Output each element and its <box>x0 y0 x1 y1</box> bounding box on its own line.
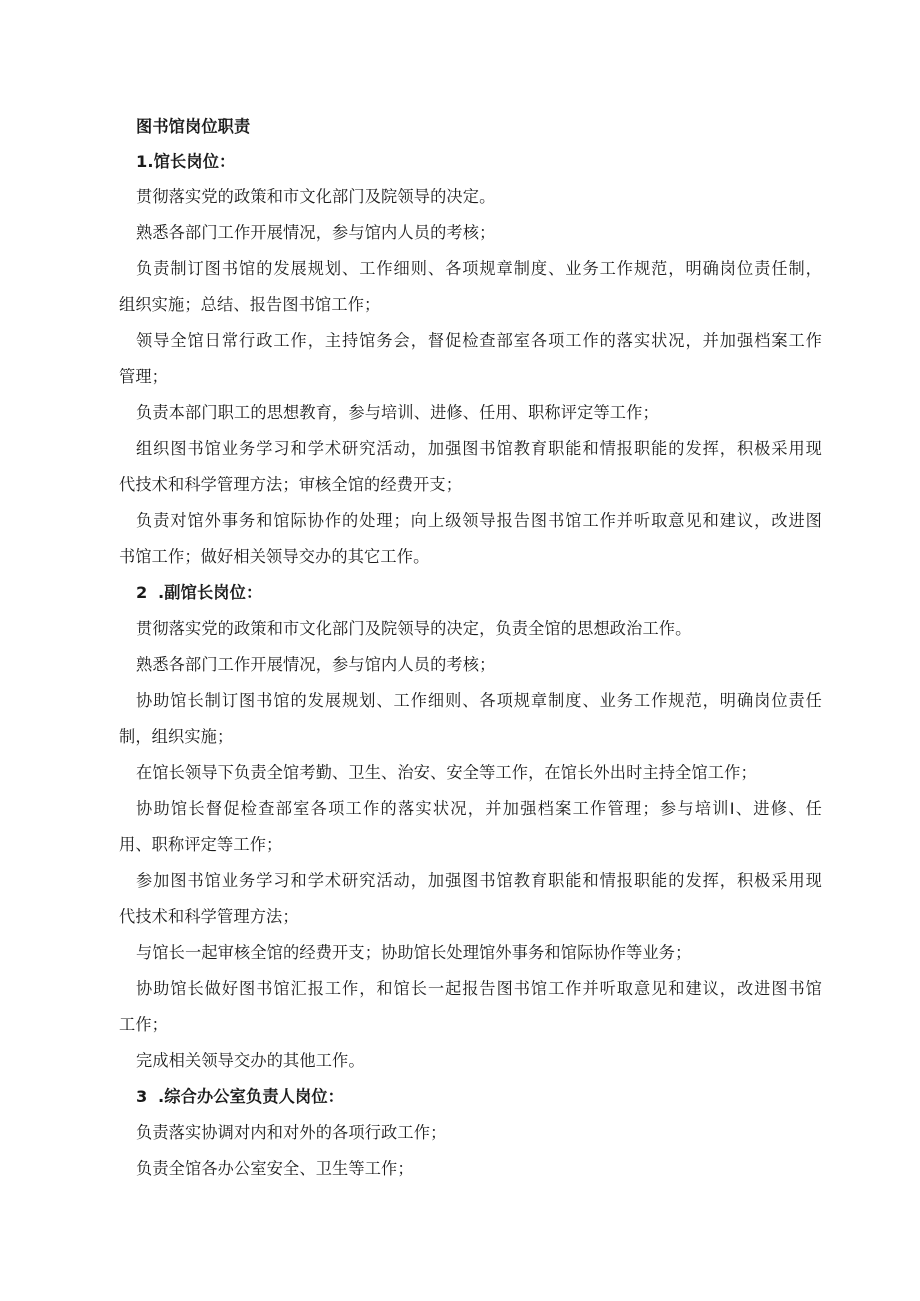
paragraph-line: 协助馆长制订图书馆的发展规划、工作细则、各项规章制度、业务工作规范，明确岗位责任 <box>136 691 822 710</box>
paragraph-line: 与馆长一起审核全馆的经费开支；协助馆长处理馆外事务和馆际协作等业务； <box>136 943 692 962</box>
paragraph-line: 领导全馆日常行政工作，主持馆务会，督促检查部室各项工作的落实状况，并加强档案工作 <box>136 331 822 350</box>
section-heading-text: .综合办公室负责人岗位： <box>158 1087 345 1106</box>
paragraph-line: 组织实施；总结、报告图书馆工作； <box>119 295 381 314</box>
section-heading-3 <box>136 1086 344 1108</box>
paragraph-line: 代技术和科学管理方法； <box>119 907 299 926</box>
section-heading-1: 1.馆长岗位： <box>136 152 236 171</box>
paragraph-line: 协助馆长督促检查部室各项工作的落实状况，并加强档案工作管理；参与培训Ⅰ、进修、任 <box>136 799 822 818</box>
paragraph-line: 完成相关领导交办的其他工作。 <box>136 1051 365 1070</box>
paragraph-line: 组织图书馆业务学习和学术研究活动，加强图书馆教育职能和情报职能的发挥，积极采用现 <box>136 439 822 458</box>
paragraph-line: 代技术和科学管理方法；审核全馆的经费开支； <box>119 475 463 494</box>
paragraph-line: 书馆工作；做好相关领导交办的其它工作。 <box>119 547 430 566</box>
paragraph-line: 熟悉各部门工作开展情况，参与馆内人员的考核； <box>136 655 496 674</box>
paragraph-line: 协助馆长做好图书馆汇报工作，和馆长一起报告图书馆工作并听取意见和建议，改进图书馆 <box>136 979 822 998</box>
page-title: 图书馆岗位职责 <box>136 117 251 136</box>
paragraph-line: 负责本部门职工的思想教育，参与培训、进修、任用、职称评定等工作； <box>136 403 659 422</box>
paragraph-line: 在馆长领导下负责全馆考勤、卫生、治安、安全等工作，在馆长外出时主持全馆工作； <box>136 763 757 782</box>
paragraph-line: 负责全馆各办公室安全、卫生等工作； <box>136 1159 414 1178</box>
paragraph-line: 负责制订图书馆的发展规划、工作细则、各项规章制度、业务工作规范，明确岗位责任制， <box>136 259 822 278</box>
paragraph-line: 管理； <box>119 367 169 386</box>
paragraph-line: 工作； <box>119 1015 169 1034</box>
paragraph-line: 熟悉各部门工作开展情况，参与馆内人员的考核； <box>136 223 496 242</box>
paragraph-line: 贯彻落实党的政策和市文化部门及院领导的决定，负责全馆的思想政治工作。 <box>136 619 692 638</box>
section-number: 2 <box>136 583 148 602</box>
paragraph-line: 参加图书馆业务学习和学术研究活动，加强图书馆教育职能和情报职能的发挥，积极采用现 <box>136 871 822 890</box>
section-heading-2 <box>136 582 262 604</box>
paragraph-line: 负责对馆外事务和馆际协作的处理；向上级领导报告图书馆工作并听取意见和建议，改进图 <box>136 511 822 530</box>
section-number: 3 <box>136 1087 148 1106</box>
paragraph-line: 制，组织实施； <box>119 727 234 746</box>
section-heading-text: .副馆长岗位： <box>158 583 263 602</box>
paragraph-line: 用、职称评定等工作； <box>119 835 283 854</box>
paragraph-line: 贯彻落实党的政策和市文化部门及院领导的决定。 <box>136 187 496 206</box>
paragraph-line: 负责落实协调对内和对外的各项行政工作； <box>136 1123 447 1142</box>
